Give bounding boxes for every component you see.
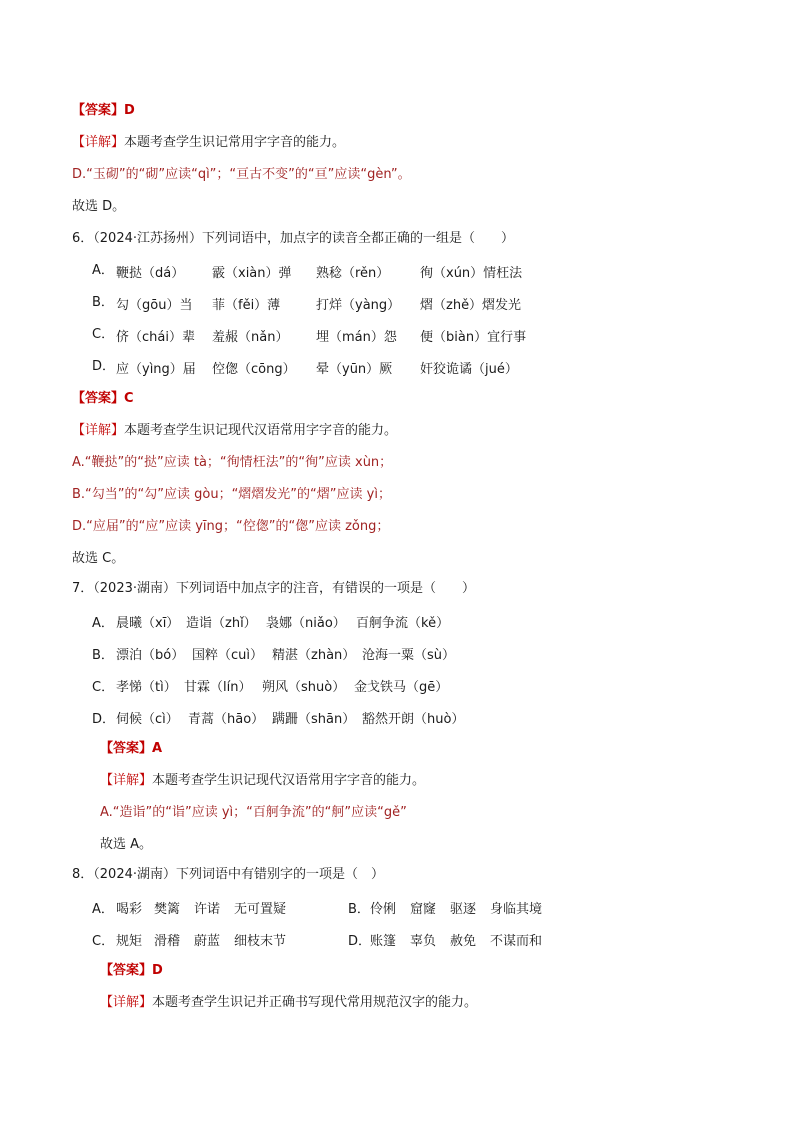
q6-c-item-2: 羞赧（nǎn） — [212, 330, 289, 345]
q6-option-b — [92, 294, 114, 312]
q6-c-item-1: 侪（chái）辈 — [116, 330, 195, 345]
q8-c-item-1: 规矩 — [116, 934, 143, 949]
q7-detail-text: 本题考查学生识记现代汉语常用字字音的能力。 — [152, 773, 426, 788]
q8-a-item-3: 许诺 — [194, 902, 221, 917]
q6-detail — [72, 422, 397, 440]
q7-c-item-2: 甘霖（lín） — [184, 680, 252, 695]
q8-b-item-3: 驱逐 — [450, 902, 477, 917]
q8-stem: 8．（2024·湖南）下列词语中有错别字的一项是（ ） — [72, 867, 384, 882]
q8-c-item-2: 滑稽 — [154, 934, 181, 949]
q6-b-item-2: 菲（fěi）薄 — [212, 298, 281, 313]
q6-conclusion: 故选 C。 — [72, 551, 125, 566]
q7-option-c-label: C． — [92, 680, 115, 695]
q5-note-d: D.“玉砌”的“砌”应读“qì”；“亘古不变”的“亘”应读“gèn”。 — [72, 167, 411, 182]
q7-b-item-4: 沧海一粟（sù） — [362, 648, 456, 663]
option-label: C． — [92, 327, 115, 342]
option-label: A． — [92, 263, 114, 278]
q7-option-a-label: A． — [92, 616, 114, 631]
q7-d-item-2: 青蒿（hāo） — [188, 712, 265, 727]
q6-a-item-1: 鞭挞（dá） — [116, 266, 185, 281]
q8-d-item-3: 赦免 — [450, 934, 477, 949]
q7-a-item-4: 百舸争流（kě） — [356, 616, 450, 631]
q7-a-item-1: 晨曦（xī） — [116, 616, 180, 631]
q7-b-item-1: 漂泊（bó） — [116, 648, 185, 663]
q7-stem: 7．（2023·湖南）下列词语中加点字的注音，有错误的一项是（ ） — [72, 581, 475, 596]
q5-detail — [72, 134, 345, 152]
q6-a-item-2: 霰（xiàn）弹 — [212, 266, 292, 281]
q8-d-item-1: 账篷 — [370, 934, 397, 949]
q7-conclusion: 故选 A。 — [100, 837, 153, 852]
q8-c-item-3: 蔚蓝 — [194, 934, 221, 949]
q5-detail-text: 本题考查学生识记常用字字音的能力。 — [124, 135, 346, 150]
q7-a-item-2: 造诣（zhǐ） — [186, 616, 257, 631]
q7-d-item-3: 蹒跚（shān） — [272, 712, 356, 727]
q6-note-b: B.“勾当”的“勾”应读 gòu；“熠熠发光”的“熠”应读 yì； — [72, 487, 391, 502]
q6-c-item-3: 埋（mán）怨 — [316, 330, 397, 345]
q8-d-item-4: 不谋而和 — [490, 934, 543, 949]
q8-b-item-1: 伶俐 — [370, 902, 397, 917]
q5-answer: 【答案】D — [72, 103, 135, 118]
q7-b-item-2: 国粹（cuì） — [192, 648, 263, 663]
q8-a-item-1: 喝彩 — [116, 902, 143, 917]
q8-d-item-2: 辜负 — [410, 934, 437, 949]
q6-note-a: A.“鞭挞”的“挞”应读 tà；“徇情枉法”的“徇”应读 xùn； — [72, 455, 393, 470]
q8-b-item-2: 窟窿 — [410, 902, 437, 917]
option-label: B． — [92, 295, 114, 310]
q7-c-item-3: 朔风（shuò） — [262, 680, 346, 695]
q7-detail — [100, 772, 425, 790]
q8-detail-label: 【详解】 — [100, 995, 153, 1010]
q8-answer: 【答案】D — [100, 963, 163, 978]
q7-b-item-3: 精湛（zhàn） — [272, 648, 356, 663]
q8-a-item-2: 樊篱 — [154, 902, 181, 917]
q7-option-b-label: B． — [92, 648, 114, 663]
q6-d-item-1: 应（yìng）届 — [116, 362, 196, 377]
q6-d-item-4: 奸狡诡谲（jué） — [420, 362, 518, 377]
q7-option-d-label: D． — [92, 712, 116, 727]
q8-option-b-label: B． — [348, 902, 370, 917]
q7-d-item-1: 伺候（cì） — [116, 712, 179, 727]
q6-option-d — [92, 358, 115, 376]
q6-note-d: D.“应届”的“应”应读 yīng；“倥偬”的“偬”应读 zǒng； — [72, 519, 390, 534]
q7-c-item-1: 孝悌（tì） — [116, 680, 177, 695]
q7-detail-label: 【详解】 — [100, 773, 153, 788]
q7-c-item-4: 金戈铁马（gē） — [354, 680, 449, 695]
q6-option-a — [92, 262, 114, 280]
q6-c-item-4: 便（biàn）宜行事 — [420, 330, 527, 345]
q6-d-item-2: 倥偬（cōng） — [212, 362, 296, 377]
q7-note-a: A.“造诣”的“诣”应读 yì；“百舸争流”的“舸”应读“gě” — [100, 805, 407, 820]
q8-detail-text: 本题考查学生识记并正确书写现代常用规范汉字的能力。 — [152, 995, 478, 1010]
q5-conclusion: 故选 D。 — [72, 199, 126, 214]
q6-a-item-4: 徇（xún）情枉法 — [420, 266, 523, 281]
q6-answer: 【答案】C — [72, 391, 134, 406]
q6-b-item-1: 勾（gōu）当 — [116, 298, 193, 313]
q6-d-item-3: 晕（yūn）厥 — [316, 362, 393, 377]
q8-detail — [100, 994, 477, 1012]
q6-a-item-3: 熟稔（rěn） — [316, 266, 390, 281]
q7-answer: 【答案】A — [100, 741, 163, 756]
q8-option-d-label: D． — [348, 934, 372, 949]
q8-option-a-label: A． — [92, 902, 114, 917]
q6-detail-text: 本题考查学生识记现代汉语常用字字音的能力。 — [124, 423, 398, 438]
q6-b-item-3: 打烊（yàng） — [316, 298, 401, 313]
q8-c-item-4: 细枝末节 — [234, 934, 287, 949]
q7-a-item-3: 袅娜（niǎo） — [266, 616, 346, 631]
q6-b-item-4: 熠（zhě）熠发光 — [420, 298, 522, 313]
q5-detail-label: 【详解】 — [72, 135, 125, 150]
q7-d-item-4: 豁然开朗（huò） — [362, 712, 465, 727]
q6-detail-label: 【详解】 — [72, 423, 125, 438]
q6-stem: 6．（2024·江苏扬州）下列词语中，加点字的读音全都正确的一组是（ ） — [72, 231, 514, 246]
q6-option-c — [92, 326, 114, 344]
q8-a-item-4: 无可置疑 — [234, 902, 287, 917]
q8-b-item-4: 身临其境 — [490, 902, 543, 917]
q8-option-c-label: C． — [92, 934, 115, 949]
option-label: D． — [92, 359, 116, 374]
